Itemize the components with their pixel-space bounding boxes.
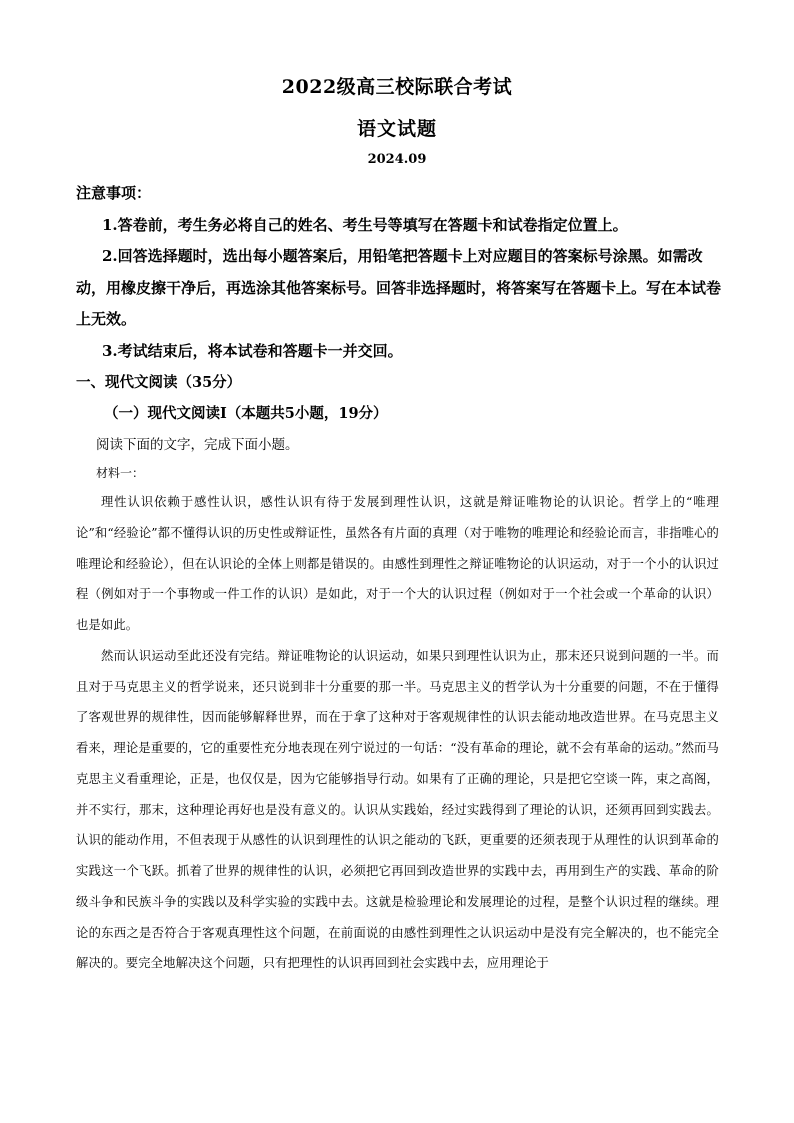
reading-instruction: 阅读下面的文字，完成下面小题。 [96,437,299,453]
passage-paragraph-1: 理性认识依赖于感性认识，感性认识有待于发展到理性认识，这就是辩证唯物论的认识论。哲学上的“唯理论”和“经验论”都不懂得认识的历史性或辩证性，虽然各有片面的真理（对于唯物的唯理论和经验论而言，非指唯心的唯理论和经验论），但在认识论的全体上则都是错误的。由感性到理性之辩证唯物论的认识运动，对于一个小的认识过程（例如对于一个事物或一件工作的认识）是如此，对于一个大的认识过程（例如对于一个社会或一个革命的认识）也是如此。 [76,495,719,632]
notes-block [76,178,722,367]
exam-title: 2022级高三校际联合考试 [281,76,513,98]
notes-heading: 注意事项： [76,184,152,202]
section-title: 一、现代文阅读（35分） [76,374,242,391]
section-subtitle: （一）现代文阅读Ⅰ（本题共5小题，19分） [104,405,388,422]
passage [76,487,719,979]
subject-title: 语文试题 [356,118,437,140]
note-item-2: 2.回答选择题时，选出每小题答案后，用铅笔把答题卡上对应题目的答案标号涂黑。如需改动，用橡皮擦干净后，再选涂其他答案标号。回答非选择题时，将答案写在答题卡上。写在本试卷上无效。 [76,247,722,328]
note-item-3: 3.考试结束后，将本试卷和答题卡一并交回。 [102,341,403,360]
passage-paragraph-2: 然而认识运动至此还没有完结。辩证唯物论的认识运动，如果只到理性认识为止，那末还只说到问题的一半。而且对于马克思主义的哲学说来，还只说到非十分重要的那一半。马克思主义的哲学认为十分重要的问题，不在于懂得了客观世界的规律性，因而能够解释世界，而在于拿了这种对于客观规律性的认识去能动地改造世界。在马克思主义看来，理论是重要的，它的重要性充分地表现在列宁说过的一句话：“没有革命的理论，就不会有革命的运动。”然而马克思主义看重理论，正是，也仅仅是，因为它能够指导行动。如果有了正确的理论，只是把它空谈一阵，束之高阁，并不实行，那末，这种理论再好也是没有意义的。认识从实践始，经过实践得到了理论的认识，还须再回到实践去。认识的能动作用，不但表现于从感性的认识到理性的认识之能动的飞跃，更重要的还须表现于从理性的认识到革命的实践这一个飞跃。抓着了世界的规律性的认识，必须把它再回到改造世界的实践中去，再用到生产的实践、革命的阶级斗争和民族斗争的实践以及科学实验的实践中去。这就是检验理论和发展理论的过程，是整个认识过程的继续。理论的东西之是否符合于客观真理性这个问题，在前面说的由感性到理性之认识运动中是没有完全解决的，也不能完全解决的。要完全地解决这个问题，只有把理性的认识再回到社会实践中去，应用理论于 [76,648,719,971]
exam-date: 2024.09 [367,152,427,167]
note-item-1: 1.答卷前，考生务必将自己的姓名、考生号等填写在答题卡和试卷指定位置上。 [102,215,628,234]
material-label: 材料一： [96,466,145,480]
